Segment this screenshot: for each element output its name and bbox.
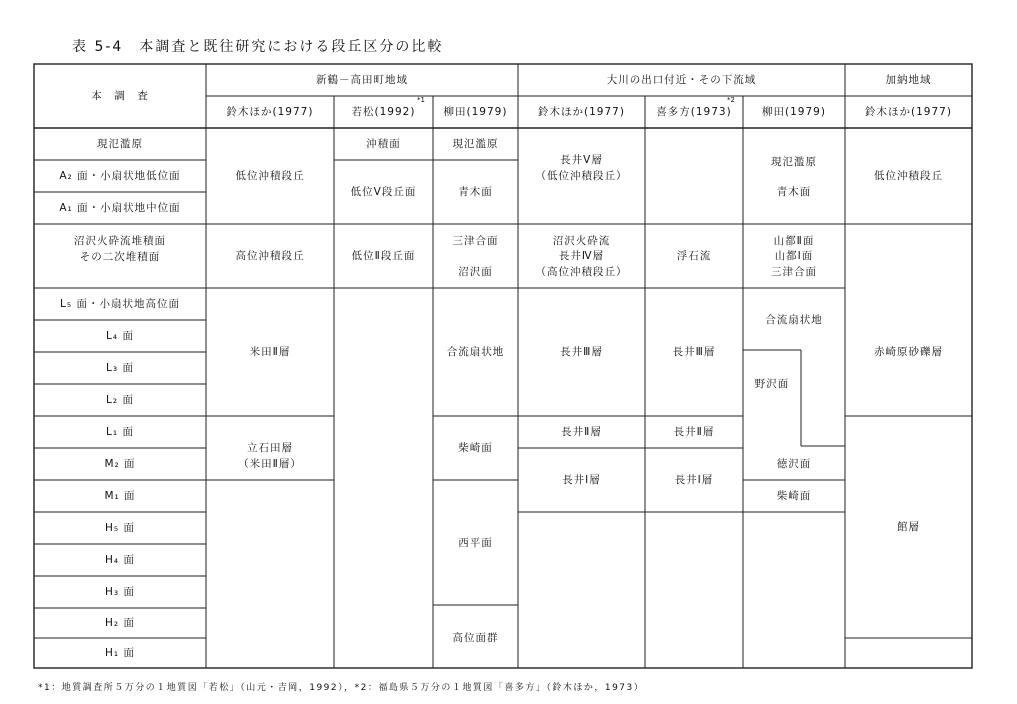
cell-yanagita1-high-group: 高位面群 <box>452 632 499 644</box>
footnote-mark-1: *1 <box>417 96 425 104</box>
row-label: H₁ 面 <box>105 647 135 659</box>
header-col-suzuki-3: 鈴木ほか(1977) <box>865 106 952 118</box>
cell-yanagita1-nishidaira: 西平面 <box>458 537 493 549</box>
row-label: L₃ 面 <box>106 362 134 374</box>
cell-yanagita2-mitsuai: 三津合面 <box>771 266 817 278</box>
cell-yanagita1-mitsuai: 三津合面 <box>452 235 499 247</box>
cell-yanagita1-fan: 合流扇状地 <box>446 346 505 358</box>
cell-yanagita1-aoki: 青木面 <box>458 186 493 198</box>
cell-yanagita1-numazawa: 沼沢面 <box>458 266 493 278</box>
row-label: H₅ 面 <box>105 522 135 534</box>
table-title: 表 5-4 本調査と既往研究における段丘区分の比較 <box>72 39 444 55</box>
row-label: その二次堆積面 <box>79 251 161 263</box>
cell-suzuki1-yoneda2: 米田Ⅱ層 <box>249 346 291 358</box>
cell-yanagita2-tokusawa: 徳沢面 <box>776 458 812 470</box>
cell-suzuki1-low-terrace: 低位沖積段丘 <box>235 170 305 182</box>
row-label: 沼沢火砕流堆積面 <box>74 235 166 247</box>
row-label: L₁ 面 <box>106 426 134 438</box>
row-label: 現氾濫原 <box>97 138 143 150</box>
cell-suzuki2-nagai2: 長井Ⅱ層 <box>561 426 602 438</box>
cell-yanagita2-shibasaki: 柴崎面 <box>776 490 812 502</box>
header-col-wakamatsu: 若松(1992) <box>351 106 416 118</box>
cell-kitakata-nagai1: 長井Ⅰ層 <box>674 474 714 486</box>
row-label: M₂ 面 <box>104 458 136 470</box>
cell-suzuki3-tate: 館層 <box>897 521 920 533</box>
footnote: *1：地質調査所５万分の１地質図「若松」（山元・吉岡，1992），*2：福島県５万分の１地質図「喜多方」（鈴木ほか，1973） <box>38 683 645 693</box>
row-label: A₂ 面・小扇状地低位面 <box>59 170 181 182</box>
cell-suzuki1-tateishida: 立石田層 <box>247 442 293 454</box>
header-group-kano: 加納地域 <box>885 74 932 86</box>
cell-yanagita2-nozawa: 野沢面 <box>754 378 790 390</box>
header-col-kitakata: 喜多方(1973) <box>656 106 732 118</box>
row-label: H₄ 面 <box>105 554 135 566</box>
header-col-suzuki-1: 鈴木ほか(1977) <box>226 106 314 118</box>
cell-suzuki3-akasakibara: 赤崎原砂礫層 <box>874 346 943 358</box>
cell-suzuki2-nagai1: 長井Ⅰ層 <box>562 474 601 486</box>
row-label: L₅ 面・小扇状地高位面 <box>60 298 180 310</box>
header-group-okawa: 大川の出口付近・その下流域 <box>606 74 757 86</box>
cell-kitakata-pumice: 浮石流 <box>676 250 712 262</box>
cell-yanagita2-aoki: 青木面 <box>776 186 812 198</box>
row-label: H₂ 面 <box>105 617 135 629</box>
row-label: H₃ 面 <box>105 586 135 598</box>
cell-yanagita1-shibasaki: 柴崎面 <box>458 442 493 454</box>
cell-yanagita2-floodplain: 現氾濫原 <box>771 156 817 168</box>
cell-suzuki2-nagai4: 長井Ⅳ層 <box>558 250 605 262</box>
cell-yanagita1-floodplain: 現氾濫原 <box>452 138 499 150</box>
cell-suzuki2-nagai3: 長井Ⅲ層 <box>560 346 603 358</box>
cell-suzuki2-nagai5: 長井Ⅴ層 <box>560 154 603 166</box>
row-label: M₁ 面 <box>104 490 136 502</box>
header-col-yanagita-1: 柳田(1979) <box>443 106 508 118</box>
header-main-survey: 本 調 査 <box>91 90 149 102</box>
cell-suzuki1-tateishida-note: （米田Ⅱ層） <box>238 458 302 470</box>
footnote-mark-2: *2 <box>727 96 735 104</box>
cell-suzuki2-nagai5-note: （低位沖積段丘） <box>535 170 628 182</box>
cell-kitakata-nagai3: 長井Ⅲ層 <box>672 346 716 358</box>
cell-suzuki2-nagai4-note: （高位沖積段丘） <box>535 266 628 278</box>
cell-suzuki1-high-terrace: 高位沖積段丘 <box>235 250 305 262</box>
cell-suzuki3-low-terrace: 低位沖積段丘 <box>874 170 943 182</box>
row-label: L₂ 面 <box>106 394 134 406</box>
cell-yanagita2-yamato2: 山都Ⅱ面 <box>773 235 815 247</box>
cell-wakamatsu-low5: 低位Ⅴ段丘面 <box>350 186 417 198</box>
cell-kitakata-nagai2: 長井Ⅱ層 <box>673 426 715 438</box>
cell-yanagita2-fan: 合流扇状地 <box>765 314 823 326</box>
cell-yanagita2-yamato1: 山都Ⅰ面 <box>774 250 814 262</box>
row-label: A₁ 面・小扇状地中位面 <box>59 202 181 214</box>
header-col-yanagita-2: 柳田(1979) <box>762 106 826 118</box>
cell-suzuki2-pyroclastic: 沼沢火砕流 <box>552 235 611 247</box>
cell-wakamatsu-alluvial: 沖積面 <box>366 138 401 150</box>
row-label: L₄ 面 <box>106 330 134 342</box>
cell-wakamatsu-low2: 低位Ⅱ段丘面 <box>351 250 416 262</box>
header-group-shintsuru: 新鶴－高田町地域 <box>316 74 408 86</box>
header-col-suzuki-2: 鈴木ほか(1977) <box>538 106 625 118</box>
